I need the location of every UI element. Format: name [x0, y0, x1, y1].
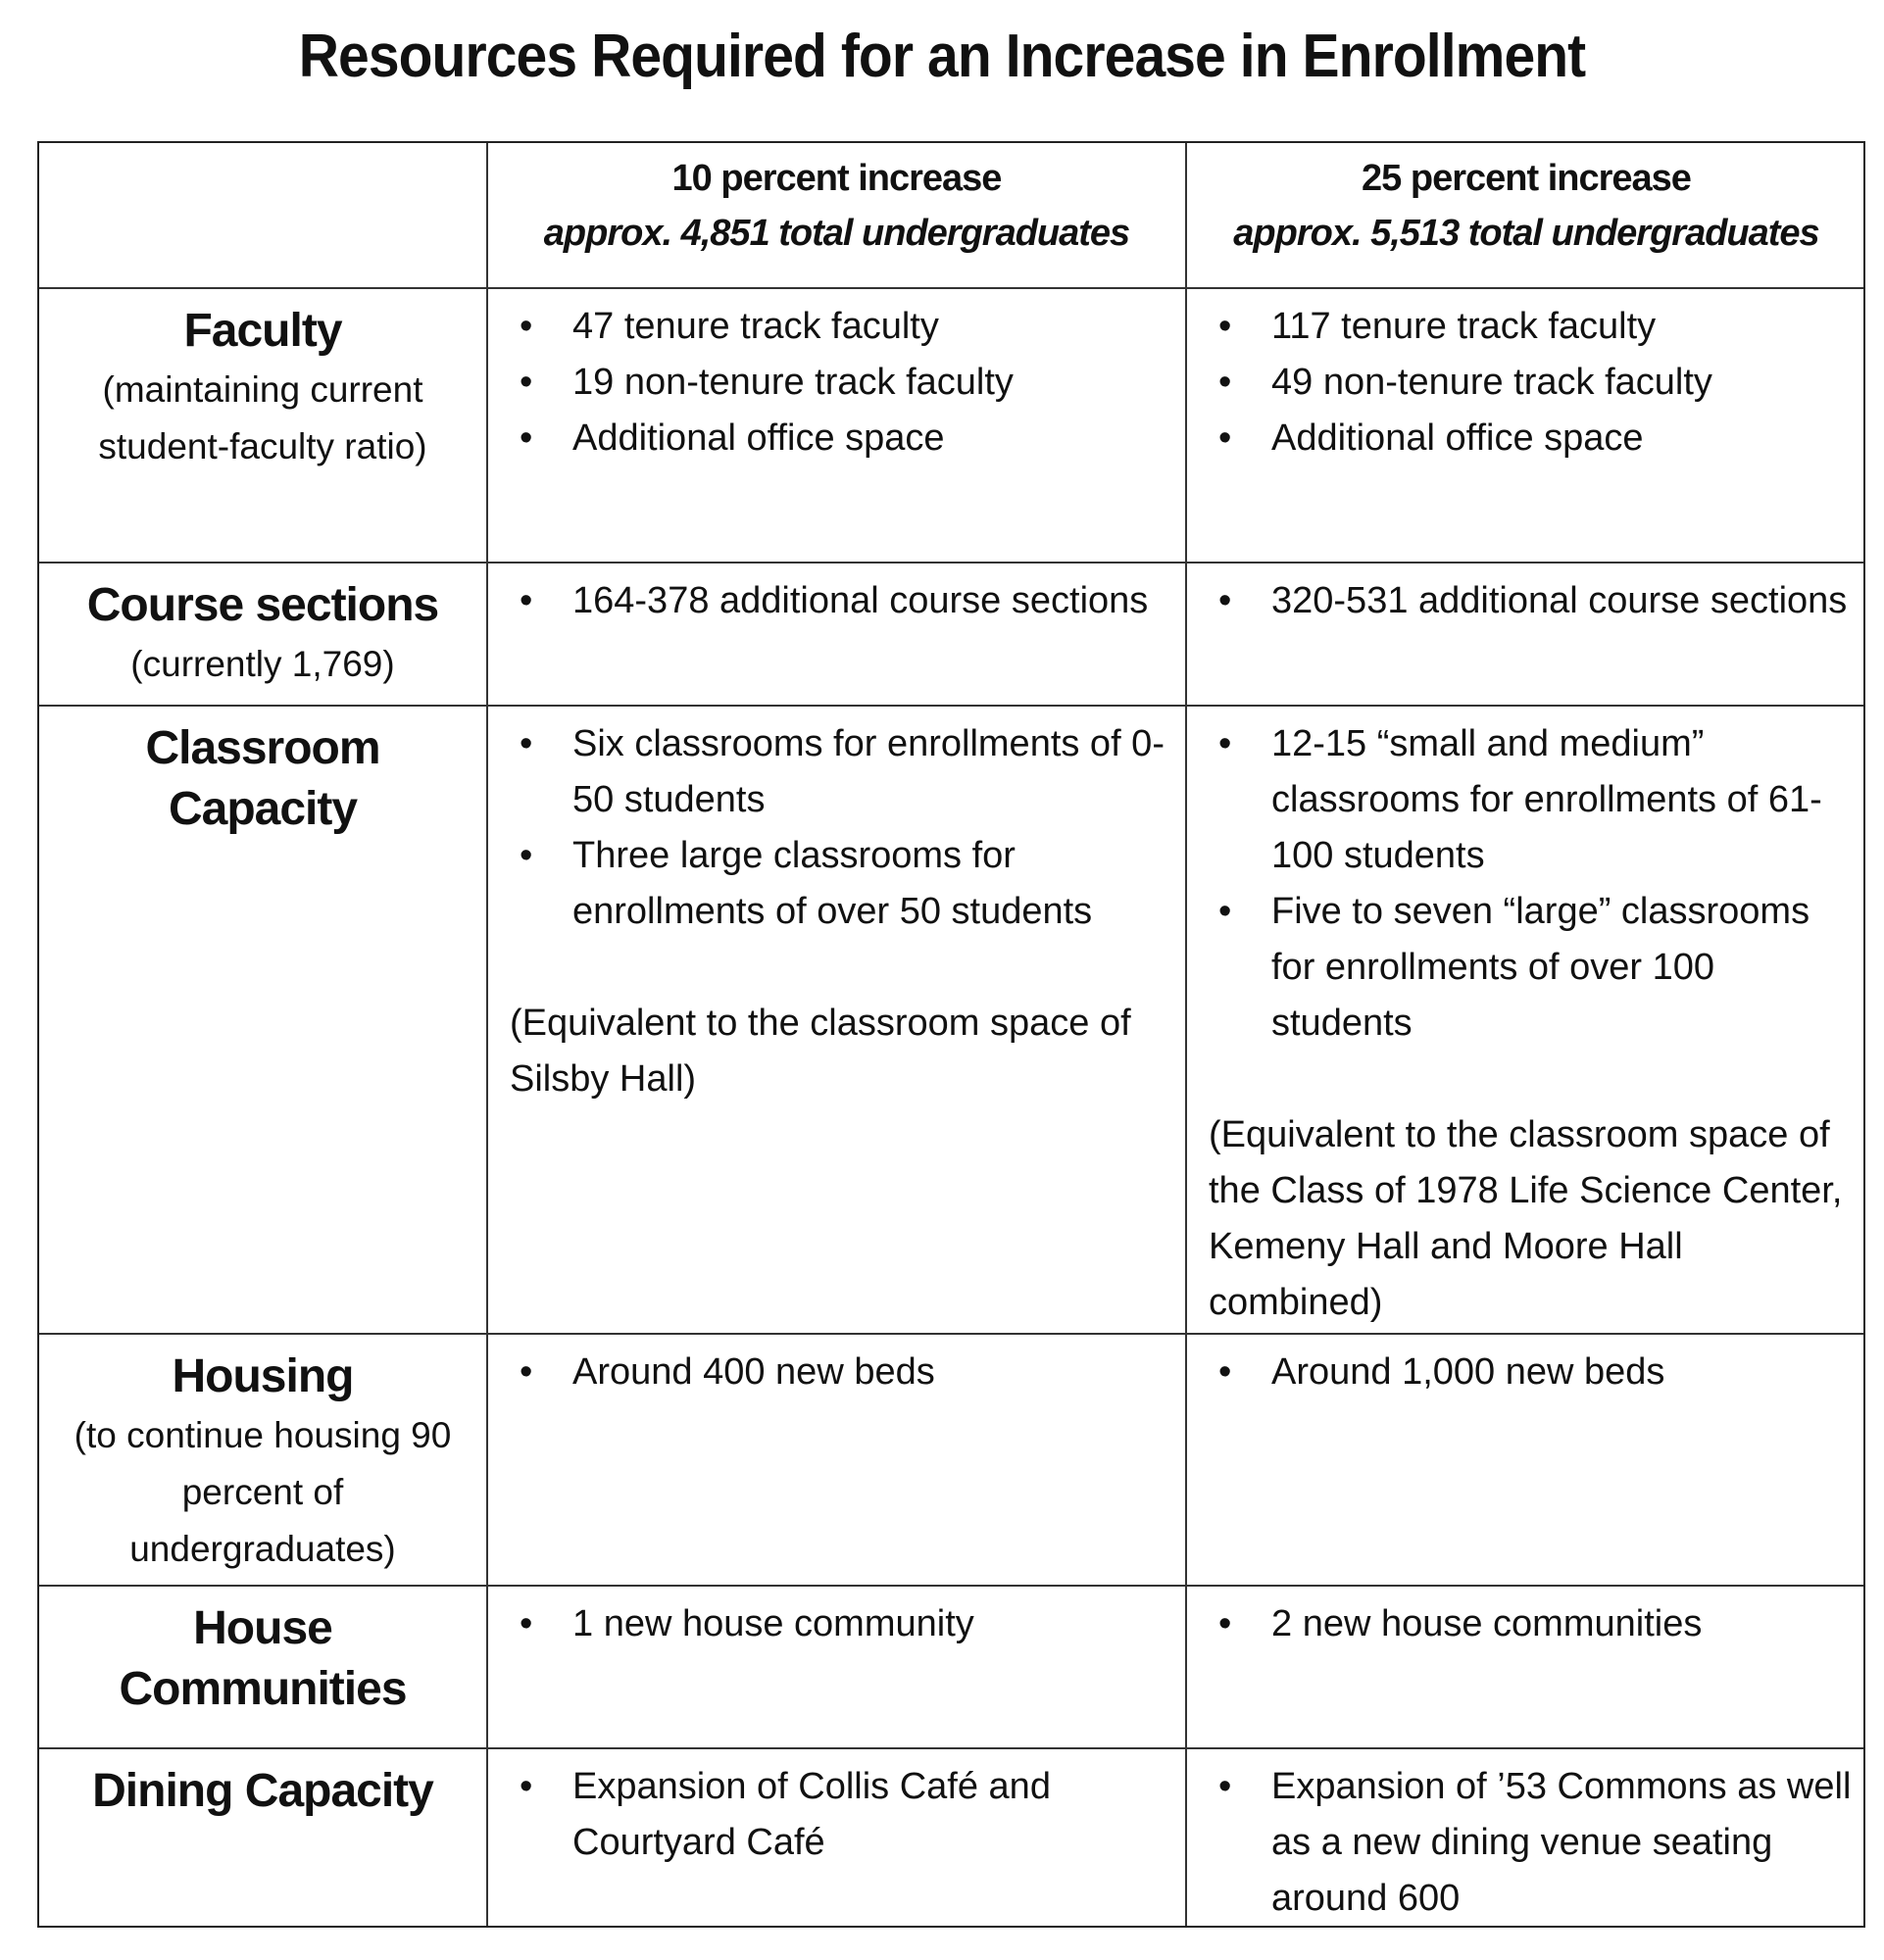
- cell-housing-25-percent: [1187, 1335, 1865, 1587]
- bullet-icon: •: [520, 723, 533, 764]
- bullet-text: Around 400 new beds: [572, 1351, 935, 1393]
- bullet-icon: •: [1218, 306, 1232, 347]
- column-heading: 10 percent increase: [671, 158, 1002, 199]
- list-item: [1201, 1345, 1852, 1400]
- list-item: [1201, 411, 1852, 466]
- cell-dining-capacity-25-percent: [1187, 1749, 1865, 1928]
- column-subheading: approx. 5,513 total undergraduates: [1233, 213, 1819, 254]
- list-item: [1201, 299, 1852, 355]
- row-header-classroom-capacity: [39, 707, 486, 1335]
- bullet-text: 12-15 “small and medium” classrooms for enrollments of 61-100 students: [1271, 723, 1822, 876]
- row-label: Dining Capacity: [92, 1765, 433, 1817]
- column-header-10-percent: [488, 143, 1185, 287]
- bullet-list: [502, 716, 1171, 940]
- cell-classroom-capacity-10-percent: [488, 707, 1185, 1335]
- row-header-dining-capacity: [39, 1749, 486, 1928]
- bullet-text: Six classrooms for enrollments of 0-50 students: [572, 723, 1165, 820]
- row-sublabel: (to continue housing 90 percent of undergraduates): [74, 1415, 452, 1569]
- bullet-list: [502, 299, 1171, 466]
- bullet-text: Additional office space: [572, 417, 945, 459]
- bullet-list: [502, 1759, 1171, 1871]
- bullet-list: [502, 573, 1171, 629]
- list-item: [502, 573, 1171, 629]
- bullet-list: [502, 1596, 1171, 1652]
- bullet-text: 47 tenure track faculty: [572, 306, 939, 347]
- bullet-icon: •: [520, 306, 533, 347]
- list-item: [1201, 573, 1852, 629]
- row-label: Classroom Capacity: [145, 722, 380, 835]
- list-item: [502, 828, 1171, 940]
- bullet-text: Expansion of Collis Café and Courtyard Café: [572, 1766, 1051, 1863]
- bullet-list: [1201, 1596, 1852, 1652]
- bullet-icon: •: [1218, 1766, 1232, 1807]
- cell-house-communities-10-percent: [488, 1587, 1185, 1749]
- bullet-list: [1201, 716, 1852, 1052]
- list-item: [502, 716, 1171, 828]
- bullet-icon: •: [520, 580, 533, 621]
- bullet-text: Additional office space: [1271, 417, 1644, 459]
- bullet-text: Five to seven “large” classrooms for enrollments of over 100 students: [1271, 891, 1810, 1044]
- row-sublabel: (currently 1,769): [130, 644, 395, 684]
- list-item: [502, 355, 1171, 411]
- bullet-icon: •: [1218, 723, 1232, 764]
- list-item: [1201, 355, 1852, 411]
- bullet-icon: •: [520, 417, 533, 459]
- column-header-25-percent: [1187, 143, 1865, 287]
- bullet-text: 117 tenure track faculty: [1271, 306, 1657, 347]
- bullet-icon: •: [1218, 1351, 1232, 1393]
- row-label: Faculty: [183, 305, 342, 357]
- bullet-text: 49 non-tenure track faculty: [1271, 362, 1712, 403]
- equivalence-note: (Equivalent to the classroom space of Silsby Hall): [510, 1003, 1131, 1100]
- bullet-text: Three large classrooms for enrollments of over 50 students: [572, 835, 1093, 932]
- bullet-icon: •: [1218, 362, 1232, 403]
- cell-faculty-25-percent: [1187, 289, 1865, 564]
- cell-faculty-10-percent: [488, 289, 1185, 564]
- bullet-icon: •: [520, 835, 533, 876]
- row-label: House Communities: [119, 1602, 407, 1715]
- cell-housing-10-percent: [488, 1335, 1185, 1587]
- row-header-course-sections: [39, 564, 486, 707]
- list-item: [502, 1596, 1171, 1652]
- bullet-list: [502, 1345, 1171, 1400]
- list-item: [1201, 884, 1852, 1052]
- bullet-text: Expansion of ’53 Commons as well as a new dining venue seating around 600: [1271, 1766, 1852, 1919]
- bullet-text: 164-378 additional course sections: [572, 580, 1149, 621]
- list-item: [502, 411, 1171, 466]
- resources-table: [37, 141, 1865, 1928]
- list-item: [1201, 1759, 1852, 1927]
- row-header-faculty: [39, 289, 486, 564]
- bullet-icon: •: [520, 1351, 533, 1393]
- cell-dining-capacity-10-percent: [488, 1749, 1185, 1928]
- row-sublabel: (maintaining current student-faculty ratio): [98, 369, 427, 466]
- list-item: [1201, 1596, 1852, 1652]
- column-subheading: approx. 4,851 total undergraduates: [543, 213, 1130, 254]
- list-item: [502, 299, 1171, 355]
- list-item: [1201, 716, 1852, 884]
- bullet-text: 2 new house communities: [1271, 1603, 1703, 1644]
- row-header-house-communities: [39, 1587, 486, 1749]
- cell-course-sections-25-percent: [1187, 564, 1865, 707]
- bullet-list: [1201, 299, 1852, 466]
- bullet-text: 19 non-tenure track faculty: [572, 362, 1014, 403]
- bullet-icon: •: [520, 1603, 533, 1644]
- bullet-text: Around 1,000 new beds: [1271, 1351, 1665, 1393]
- list-item: [502, 1345, 1171, 1400]
- bullet-list: [1201, 1345, 1852, 1400]
- row-header-housing: [39, 1335, 486, 1587]
- cell-course-sections-10-percent: [488, 564, 1185, 707]
- bullet-icon: •: [520, 1766, 533, 1807]
- bullet-icon: •: [1218, 417, 1232, 459]
- row-label: Course sections: [86, 579, 439, 631]
- bullet-list: [1201, 573, 1852, 629]
- cell-classroom-capacity-25-percent: [1187, 707, 1865, 1335]
- bullet-text: 320-531 additional course sections: [1271, 580, 1848, 621]
- column-heading: 25 percent increase: [1362, 158, 1691, 199]
- list-item: [502, 1759, 1171, 1871]
- bullet-list: [1201, 1759, 1852, 1927]
- cell-house-communities-25-percent: [1187, 1587, 1865, 1749]
- bullet-text: 1 new house community: [572, 1603, 974, 1644]
- bullet-icon: •: [1218, 580, 1232, 621]
- page-title: Resources Required for an Increase in Enrollment: [298, 23, 1586, 90]
- row-label: Housing: [172, 1350, 354, 1402]
- bullet-icon: •: [520, 362, 533, 403]
- equivalence-note: (Equivalent to the classroom space of the Class of 1978 Life Science Center, Kemeny Hall and Moore Hall combined): [1209, 1114, 1843, 1323]
- bullet-icon: •: [1218, 1603, 1232, 1644]
- bullet-icon: •: [1218, 891, 1232, 932]
